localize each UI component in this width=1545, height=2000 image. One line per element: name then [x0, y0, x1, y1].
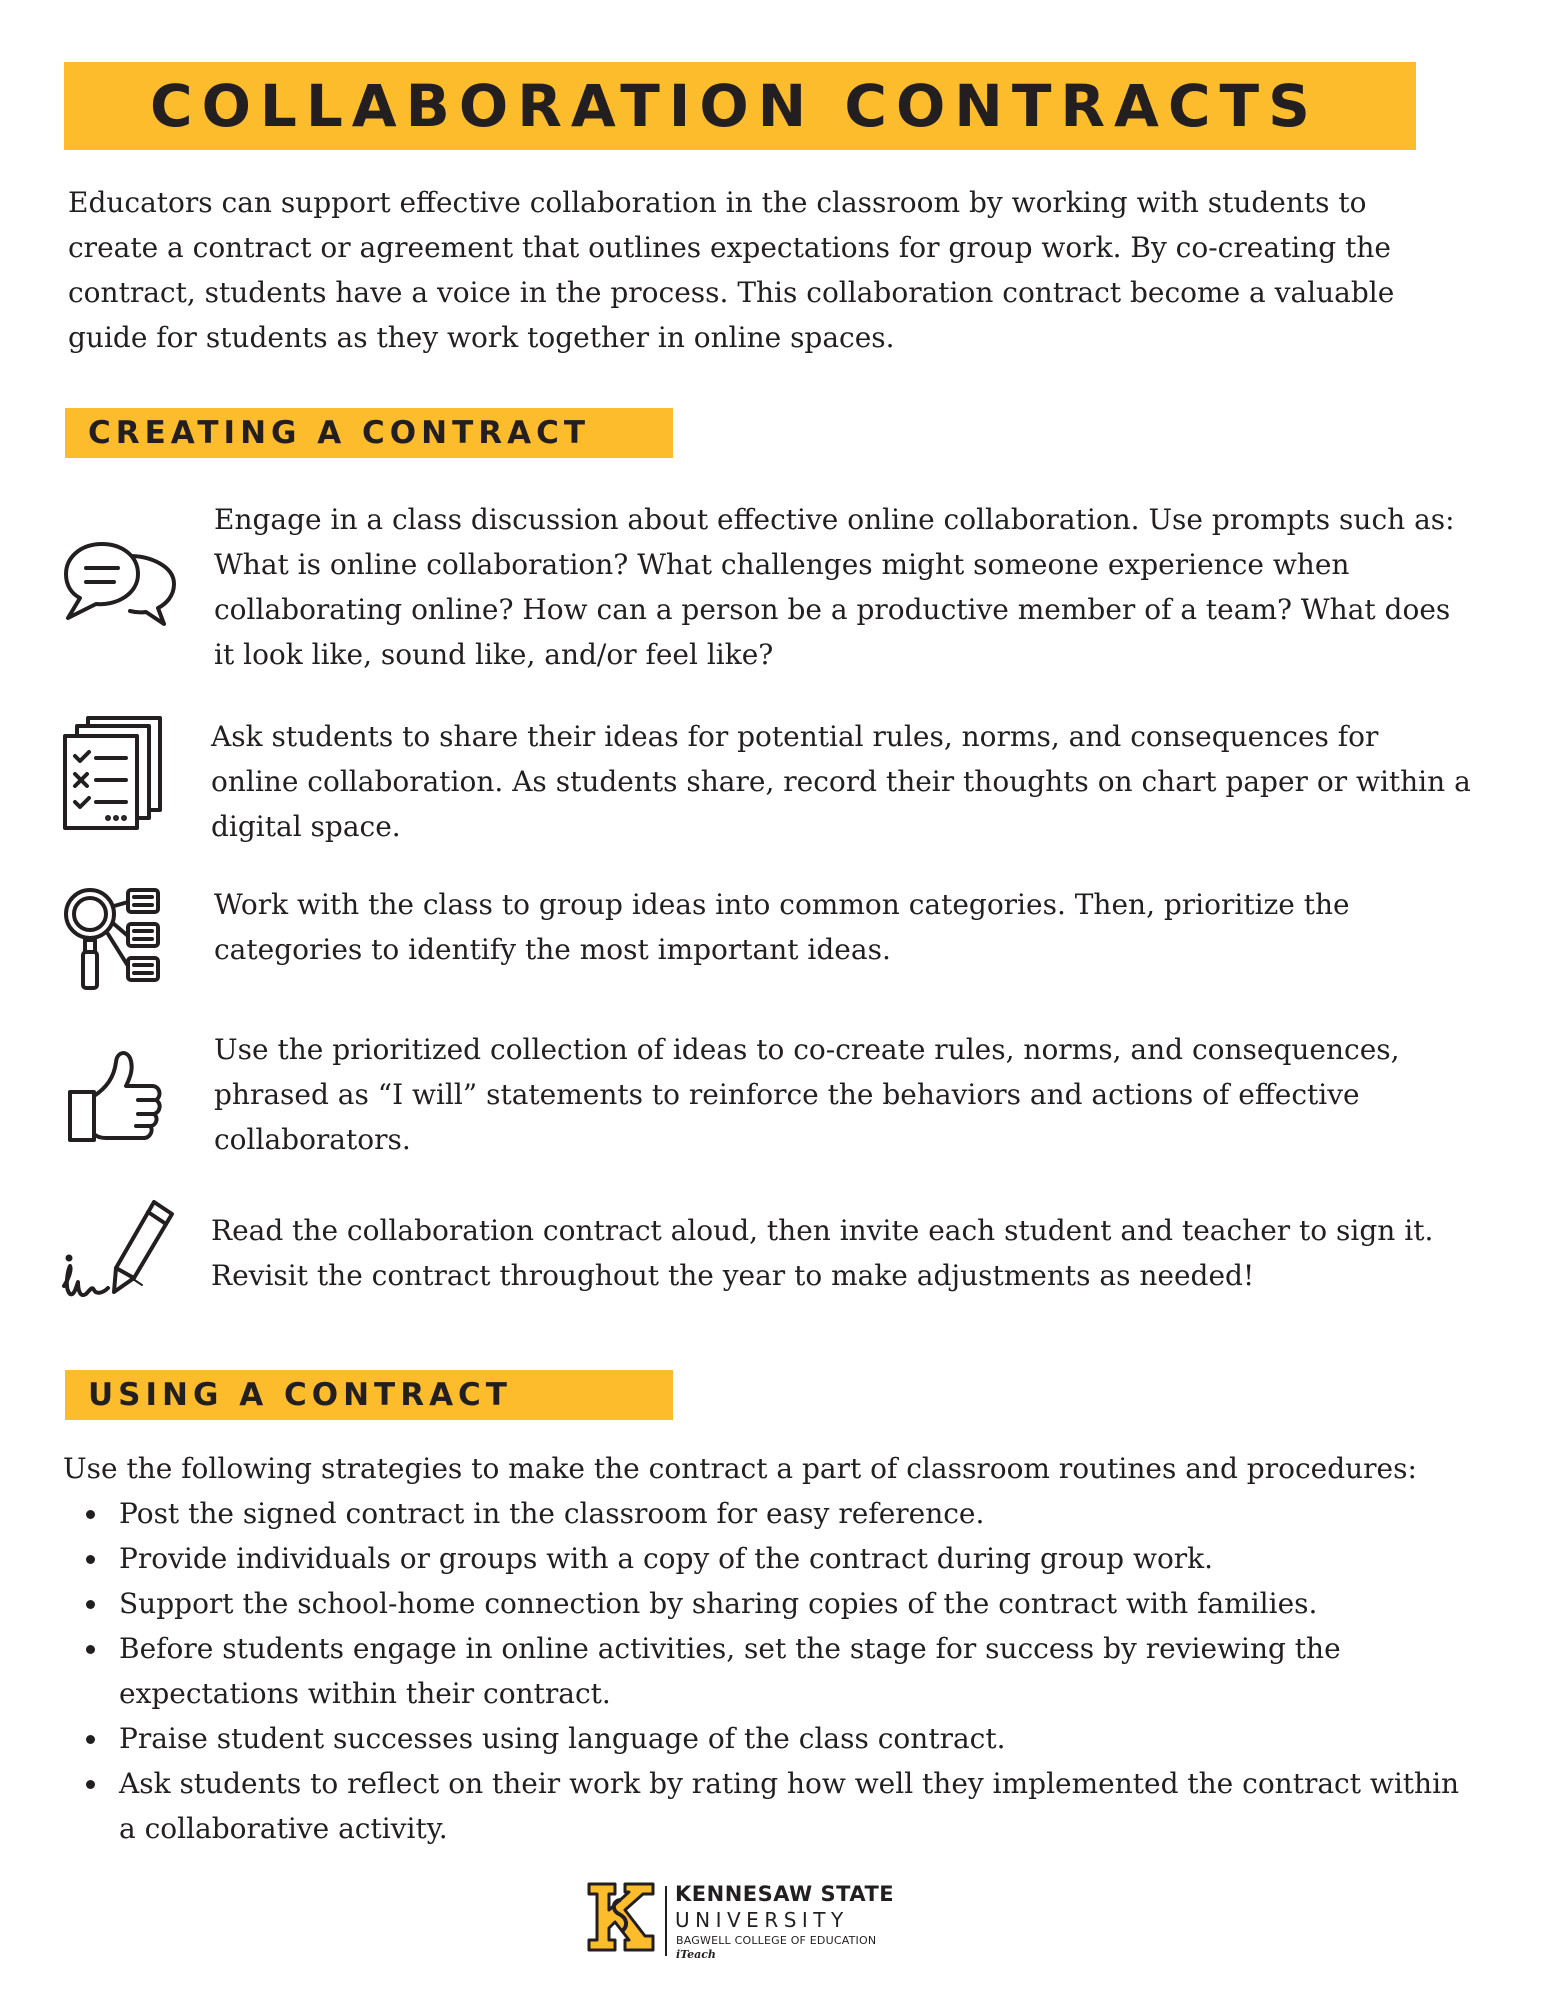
bullet-icon	[86, 1780, 95, 1789]
step-5-text: Read the collaboration contract aloud, then invite each student and teacher to sign it. Revisit the contract throughout the year to make adjustments as needed!	[211, 1214, 1434, 1292]
pencil-signature-icon	[62, 1196, 182, 1306]
thumbs-up-icon	[66, 1048, 166, 1144]
strategy-list	[84, 1491, 1464, 1851]
logo-program: iTeach	[676, 1948, 716, 1961]
intro-paragraph: Educators can support effective collaboration in the classroom by working with students to create a contract or agreement that outlines expectations for group work. By co-creating the contract, students have a voice in the process. This collaboration contract become a valuable guide for students as they work together in online spaces.	[68, 186, 1395, 354]
list-item: Praise student successes using language of the class contract.	[84, 1716, 1464, 1761]
bullet-icon	[86, 1645, 95, 1654]
ksu-logo	[585, 1880, 905, 1970]
list-item: Post the signed contract in the classroom for easy reference.	[84, 1491, 1464, 1536]
step-2-text: Ask students to share their ideas for potential rules, norms, and consequences for online collaboration. As students share, record their thoughts on chart paper or within a digital space.	[211, 720, 1471, 843]
using-heading: USING A CONTRACT	[88, 1377, 512, 1413]
magnifier-categories-icon	[62, 884, 164, 992]
step-4-text: Use the prioritized collection of ideas to co-create rules, norms, and consequences, phrased as “I will” statements to reinforce the behaviors and actions of effective collaborators.	[214, 1033, 1400, 1156]
logo-college: BAGWELL COLLEGE OF EDUCATION	[676, 1934, 877, 1947]
list-item: Ask students to reflect on their work by rating how well they implemented the contract within a collaborative activity.	[84, 1761, 1464, 1851]
list-item: Support the school-home connection by sharing copies of the contract with families.	[84, 1581, 1464, 1626]
speech-bubbles-icon	[62, 540, 182, 632]
using-lead: Use the following strategies to make the contract a part of classroom routines and procedures:	[63, 1452, 1417, 1485]
page-title: COLLABORATION CONTRACTS	[150, 72, 1319, 140]
bullet-icon	[86, 1555, 95, 1564]
creating-heading: CREATING A CONTRACT	[88, 415, 590, 451]
logo-university: UNIVERSITY	[675, 1908, 849, 1932]
logo-name: KENNESAW STATE	[675, 1882, 895, 1906]
list-item: Provide individuals or groups with a copy of the contract during group work.	[84, 1536, 1464, 1581]
logo-divider	[665, 1886, 667, 1956]
ksu-logo-icon	[585, 1880, 657, 1956]
bullet-icon	[86, 1600, 95, 1609]
step-1-text: Engage in a class discussion about effective online collaboration. Use prompts such as: What is online collaboration? What challenges might someone experience when collaborating online? How can a person be a productive member of a team? What does it look like, sound like, and/or feel like?	[214, 503, 1455, 671]
list-item: Before students engage in online activities, set the stage for success by reviewing the expectations within their contract.	[84, 1626, 1464, 1716]
bullet-icon	[86, 1510, 95, 1519]
checklist-documents-icon	[62, 716, 164, 832]
bullet-icon	[86, 1735, 95, 1744]
step-3-text: Work with the class to group ideas into common categories. Then, prioritize the categories to identify the most important ideas.	[214, 888, 1350, 966]
